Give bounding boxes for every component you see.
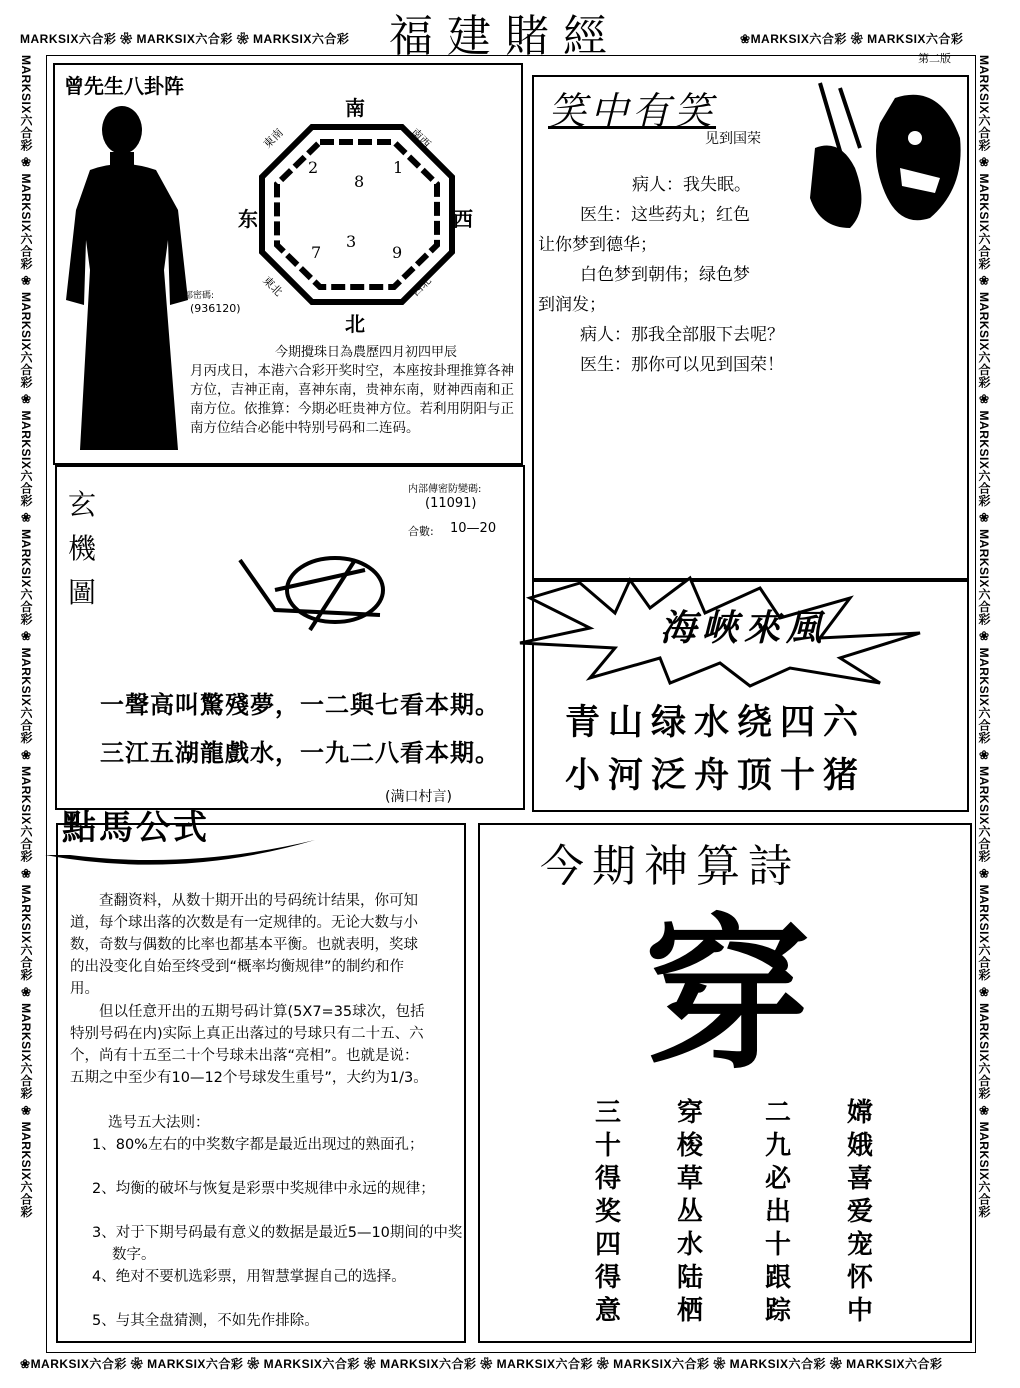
outer-frame — [46, 55, 976, 1353]
right-border-strip: MARKSIX六合彩 ❀ MARKSIX六合彩 ❀ MARKSIX六合彩 ❀ MARKSIX六合彩 ❀ MARKSIX六合彩 ❀ MARKSIX六合彩 ❀ MARKSIX六合彩 ❀ MARKSIX六合彩 ❀ MARKSIX六合彩 ❀ MARKSIX六合彩 — [977, 55, 991, 1218]
border-text: MARKSIX六合彩 — [613, 1357, 710, 1371]
border-text: MARKSIX六合彩 — [729, 1357, 826, 1371]
border-text: MARKSIX六合彩 — [19, 529, 33, 626]
border-text: MARKSIX六合彩 — [147, 1357, 244, 1371]
xuanji-attribution: (满口村言) — [385, 789, 452, 805]
xuanji-heading: 玄機圖 — [68, 488, 97, 609]
xuanji-code-value: (11091) — [425, 496, 477, 511]
border-text: MARKSIX六合彩 — [19, 766, 33, 863]
bottom-border-strip: ❀MARKSIX六合彩 ❀ MARKSIX六合彩 ❀ MARKSIX六合彩 ❀ MARKSIX六合彩 ❀ MARKSIX六合彩 ❀ MARKSIX六合彩 ❀ MARKSIX六合彩 ❀ MARKSIX六合彩 — [20, 1357, 943, 1371]
poem-column: 穿梭草丛水陆栖 — [676, 1098, 703, 1326]
joke-line: 病人：我失眠。 — [632, 175, 751, 195]
joke-line: 让你梦到德华； — [538, 235, 657, 255]
border-text: MARKSIX六合彩 — [977, 55, 991, 152]
border-text: MARKSIX六合彩 — [19, 55, 33, 152]
dir-southeast: 東南 — [260, 125, 286, 151]
border-text: MARKSIX六合彩 — [19, 1003, 33, 1100]
dir-south: 南 — [345, 96, 365, 120]
bagua-number: 1 — [393, 158, 404, 177]
formula-heading: 點馬公式 — [62, 808, 210, 848]
formula-rule: 5、与其全盘猜测，不如先作排除。 — [92, 1313, 319, 1329]
border-text: MARKSIX六合彩 — [977, 1121, 991, 1218]
bagua-heading: 曾先生八卦阵 — [64, 74, 184, 98]
haixia-line-2: 小河泛舟顶十猪 — [565, 756, 867, 796]
border-text: MARKSIX六合彩 — [977, 410, 991, 507]
border-text: MARKSIX六合彩 — [846, 1357, 943, 1371]
dir-northwest: 西北 — [408, 273, 434, 299]
poem-column: 嫦娥喜爱宠怀中 — [846, 1098, 873, 1326]
border-text: MARKSIX六合彩 — [19, 292, 33, 389]
border-text: MARKSIX六合彩 — [19, 884, 33, 981]
border-text: MARKSIX六合彩 — [19, 173, 33, 270]
formula-rule: 1、80%左右的中奖数字都是最近出现过的熟面孔； — [92, 1137, 424, 1153]
bagua-text-body: 月丙戌日，本港六合彩开奖时空，本座按卦理推算各神方位，吉神正南，喜神东南，贵神东南，财神西南和正南方位。依推算：今期必旺贵神方位。若利用阴阳与正南方位结合必能中特别号码和二连码。 — [190, 363, 514, 436]
border-text: MARKSIX六合彩 — [253, 32, 350, 46]
xuanji-combo-label: 合數: — [408, 525, 434, 538]
border-text: MARKSIX六合彩 — [867, 32, 964, 46]
border-text: MARKSIX六合彩 — [19, 1121, 33, 1218]
bagua-number: 7 — [311, 243, 322, 262]
dir-east: 东 — [238, 207, 258, 231]
border-text: MARKSIX六合彩 — [750, 32, 847, 46]
joke-line: 医生：那你可以见到国荣！ — [580, 355, 784, 375]
border-text: MARKSIX六合彩 — [977, 529, 991, 626]
border-text: MARKSIX六合彩 — [20, 32, 117, 46]
top-border-strip-right: ❀MARKSIX六合彩 ❀ MARKSIX六合彩 — [740, 32, 964, 46]
page-title: 福建賭經 — [389, 11, 621, 62]
bagua-code-value: (936120) — [190, 302, 241, 315]
formula-rule: 3、对于下期号码最有意义的数据是最近5—10期间的中奖数字。 — [92, 1225, 463, 1263]
border-text: MARKSIX六合彩 — [977, 647, 991, 744]
xuanji-code-label: 内部傳密防變碼: — [408, 484, 482, 495]
joke-line: 医生：这些药丸；红色 — [580, 205, 750, 225]
formula-rule: 2、均衡的破坏与恢复是彩票中奖规律中永远的规律； — [92, 1181, 435, 1197]
poem-column: 二九必出十跟踪 — [764, 1098, 791, 1326]
dir-north: 北 — [345, 312, 365, 336]
haixia-heading: 海峽來風 — [660, 608, 829, 649]
top-border-strip-left: MARKSIX六合彩 ❀ MARKSIX六合彩 ❀ MARKSIX六合彩 — [20, 32, 350, 46]
xuanji-combo-value: 10—20 — [450, 521, 497, 536]
bagua-number: 3 — [346, 232, 357, 251]
dir-southwest: 南西 — [408, 125, 434, 151]
joke-subtitle: 见到国荣 — [705, 131, 761, 147]
formula-para-1: 查翻资料，从数十期开出的号码统计结果，你可知道，每个球出落的次数是有一定规律的。无论大数与小数，奇数与偶数的比率也都基本平衡。也就表明，奖球的出没变化自始至终受到“概率均衡规律”的制约和作用。 — [70, 893, 418, 997]
joke-line: 白色梦到朝伟；绿色梦 — [580, 265, 750, 285]
formula-para-2: 但以任意开出的五期号码计算(5X7=35球次，包括特别号码在内)实际上真正出落过的号球只有二十五、六个，尚有十五至二十个号球未出落“亮相”。也就是说：五期之中至少有10—12个号球发生重号”，大约为1/3。 — [70, 1004, 428, 1086]
bagua-code-label: 内部密碼: — [175, 291, 215, 301]
bagua-number: 9 — [392, 243, 403, 262]
dir-northeast: 東北 — [260, 273, 286, 299]
left-border-strip: MARKSIX六合彩 ❀ MARKSIX六合彩 ❀ MARKSIX六合彩 ❀ MARKSIX六合彩 ❀ MARKSIX六合彩 ❀ MARKSIX六合彩 ❀ MARKSIX六合彩 ❀ MARKSIX六合彩 ❀ MARKSIX六合彩 ❀ MARKSIX六合彩 — [19, 55, 33, 1218]
border-text: MARKSIX六合彩 — [19, 647, 33, 744]
border-text: MARKSIX六合彩 — [977, 1003, 991, 1100]
bagua-number: 2 — [308, 158, 319, 177]
border-text: MARKSIX六合彩 — [496, 1357, 593, 1371]
joke-line: 到润发； — [538, 295, 606, 315]
edition-label: 第二版 — [918, 52, 951, 65]
border-text: MARKSIX六合彩 — [30, 1357, 127, 1371]
formula-rules-title: 选号五大法则： — [108, 1115, 210, 1131]
poem-big-char: 穿 — [645, 898, 810, 1092]
bagua-text-line1: 今期攪珠日為農歷四月初四甲辰 — [275, 345, 458, 360]
haixia-line-1: 青山绿水绕四六 — [565, 703, 867, 743]
joke-heading: 笑中有笑 — [548, 89, 717, 133]
poem-column: 三十得奖四得意 — [594, 1098, 621, 1326]
bagua-number: 8 — [354, 172, 365, 191]
joke-line: 病人：那我全部服下去呢？ — [580, 325, 784, 345]
border-text: MARKSIX六合彩 — [977, 292, 991, 389]
border-text: MARKSIX六合彩 — [263, 1357, 360, 1371]
xuanji-verse-1: 一聲高叫驚殘夢，一二與七看本期。 — [100, 691, 500, 719]
border-text: MARKSIX六合彩 — [977, 173, 991, 270]
xuanji-verse-2: 三江五湖龍戲水，一九二八看本期。 — [100, 739, 500, 767]
border-text: MARKSIX六合彩 — [136, 32, 233, 46]
border-text: MARKSIX六合彩 — [977, 884, 991, 981]
border-text: MARKSIX六合彩 — [19, 410, 33, 507]
border-text: MARKSIX六合彩 — [977, 766, 991, 863]
poem-heading: 今期神算詩 — [540, 841, 800, 892]
border-text: MARKSIX六合彩 — [380, 1357, 477, 1371]
dir-west: 西 — [453, 207, 473, 231]
formula-rule: 4、绝对不要机选彩票，用智慧掌握自己的选择。 — [92, 1269, 406, 1285]
